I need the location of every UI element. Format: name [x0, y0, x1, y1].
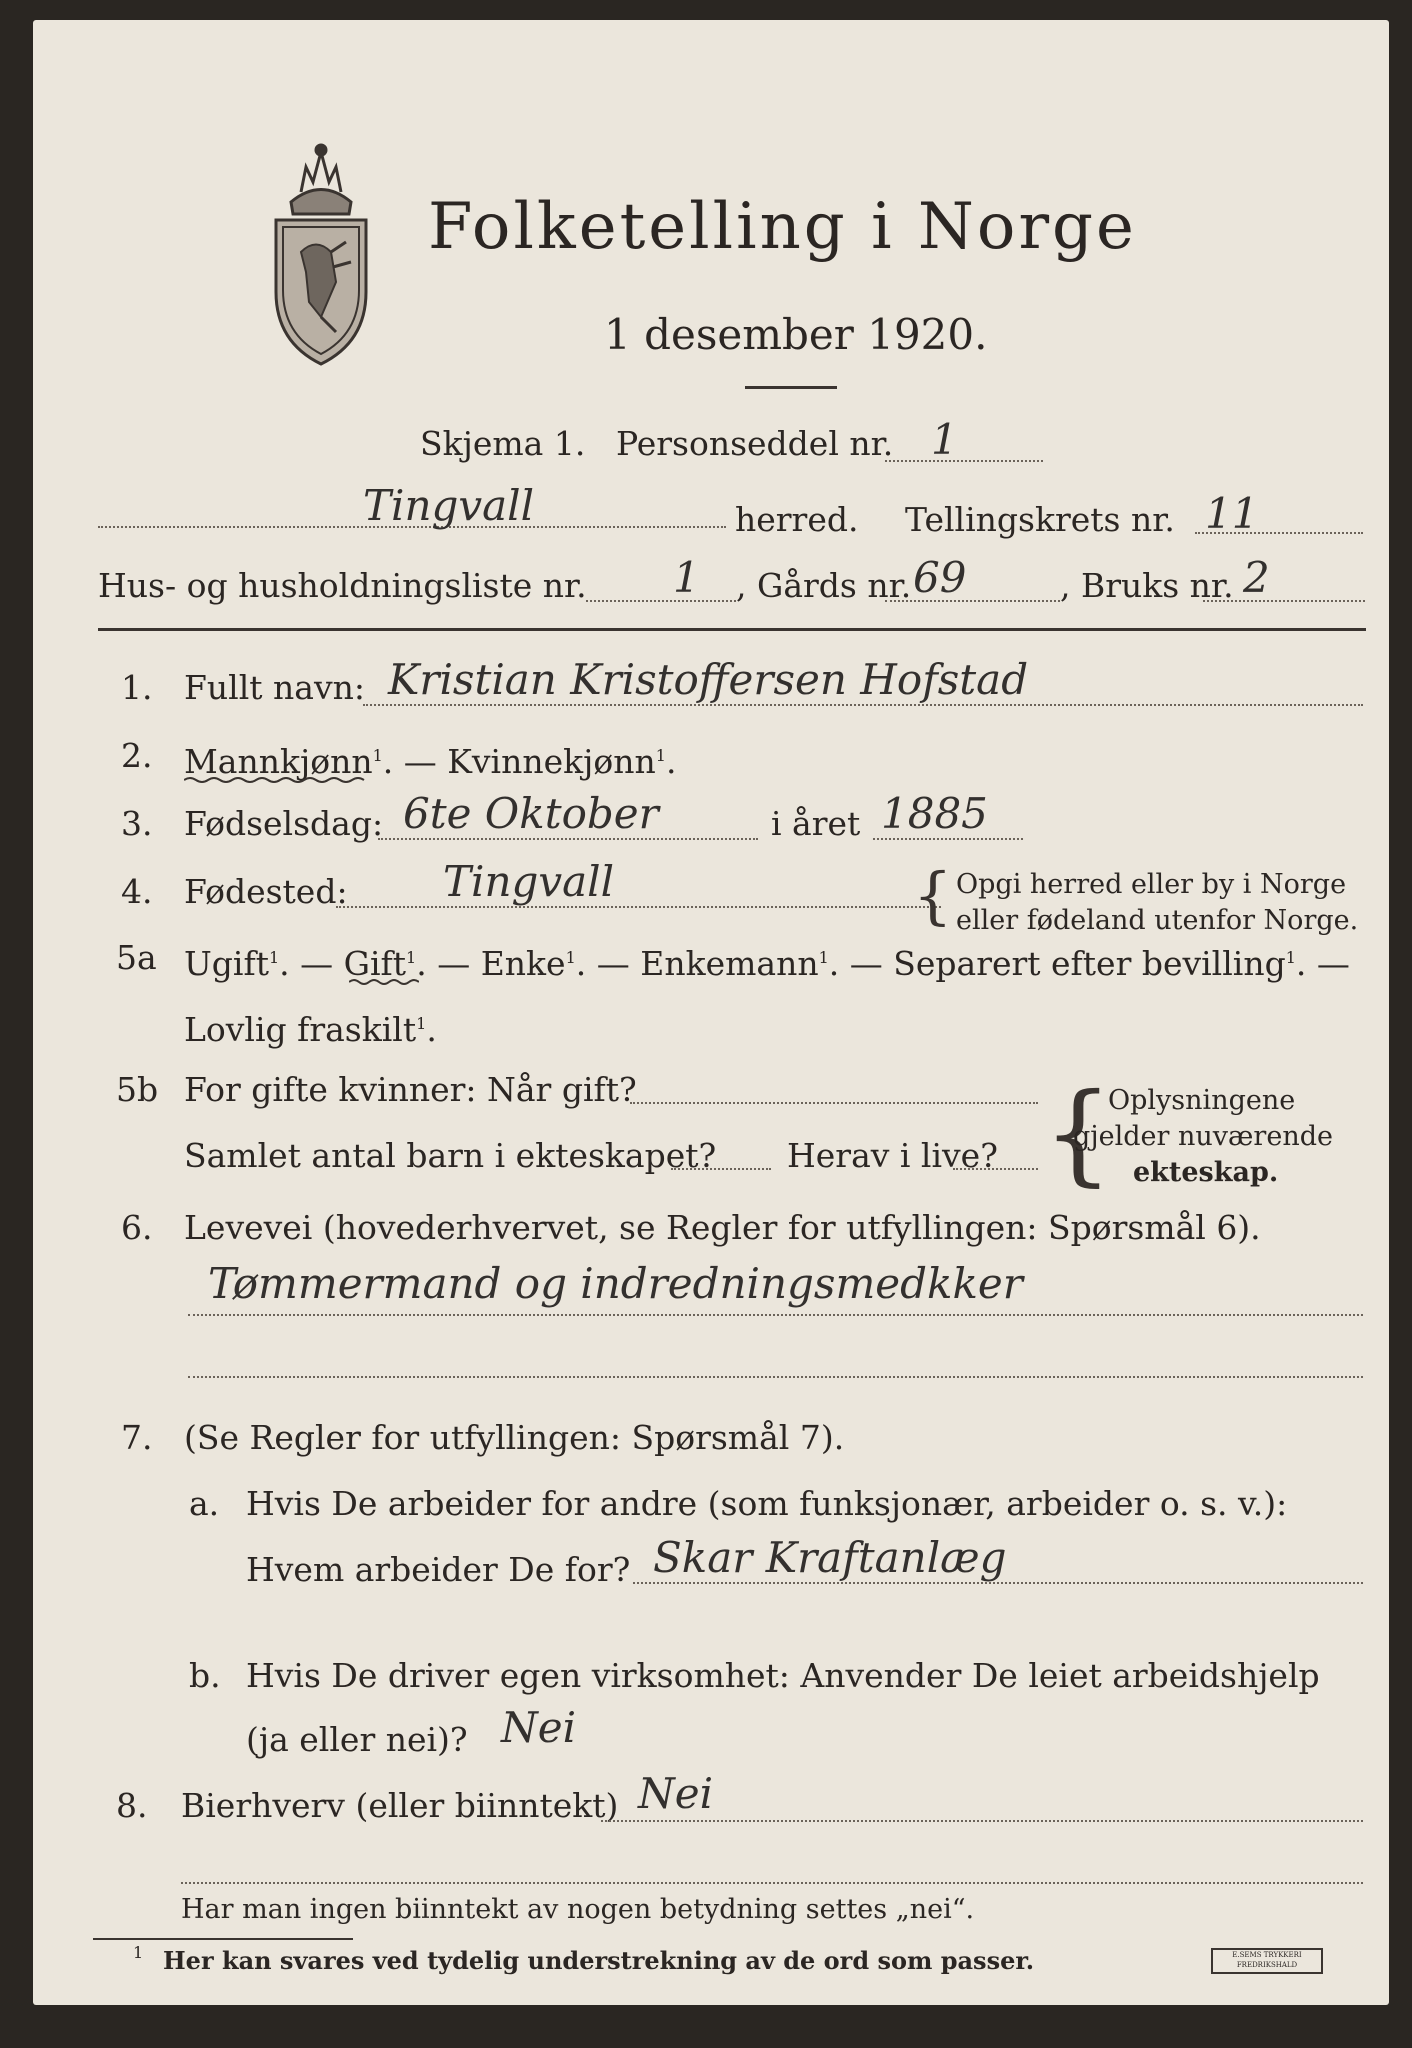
personseddel-value: 1	[931, 415, 958, 464]
husholdning-label: Hus- og husholdningsliste nr.	[98, 566, 587, 605]
q5b-married-line	[630, 1102, 1038, 1104]
bruks-line	[1203, 600, 1365, 602]
q4-line	[336, 906, 941, 908]
q1-number: 1.	[121, 668, 153, 707]
q3-date-line	[378, 838, 758, 840]
q2-male-option: Mannkjønn	[184, 742, 373, 781]
q5b-brace: {	[1043, 1069, 1113, 1197]
q5b-note-1: Oplysningene	[1108, 1085, 1296, 1116]
gards-line	[885, 600, 1060, 602]
q7b-label-1: Hvis De driver egen virksomhet: Anvender De leiet arbeidshjelp	[246, 1656, 1320, 1695]
personseddel-line	[885, 460, 1043, 462]
printer-stamp: E.SEMS TRYKKERI FREDRIKSHALD	[1211, 1948, 1323, 1974]
q7a-value: Skar Kraftanlæg	[653, 1533, 1007, 1582]
q6-number: 6.	[121, 1208, 153, 1247]
q2-options: Mannkjønn$^1$. — Kvinnekjønn$^1$.	[184, 742, 677, 781]
q3-number: 3.	[121, 804, 153, 843]
q3-year-value: 1885	[881, 789, 988, 838]
q5b-children-line	[671, 1168, 771, 1170]
q4-label: Fødested:	[184, 872, 348, 911]
q7a-letter: a.	[189, 1484, 220, 1523]
personseddel-label: Personseddel nr.	[616, 424, 894, 463]
q2-underline-mark	[184, 776, 366, 784]
q6-line-2	[188, 1376, 1363, 1378]
q4-number: 4.	[121, 872, 153, 911]
q5b-label-2: Samlet antal barn i ekteskapet?	[184, 1136, 717, 1175]
q5a-number: 5a	[116, 938, 157, 977]
q5a-fraskilt: Lovlig fraskilt$^1$.	[184, 1010, 437, 1049]
herred-label: herred.	[735, 500, 859, 539]
gards-label: , Gårds nr.	[736, 566, 912, 605]
q3-year-line	[873, 838, 1023, 840]
footnote-text: Her kan svares ved tydelig understrekning av de ord som passer.	[163, 1946, 1035, 1975]
q4-note-1: Opgi herred eller by i Norge	[956, 869, 1347, 900]
bruks-label: , Bruks nr.	[1060, 566, 1234, 605]
q8-line-2	[181, 1882, 1363, 1884]
q8-line-1	[601, 1820, 1363, 1822]
census-form-sheet	[33, 20, 1389, 2005]
schema-label: Skjema 1.	[420, 424, 586, 463]
q5b-number: 5b	[116, 1070, 159, 1109]
q4-note-2: eller fødeland utenfor Norge.	[956, 905, 1359, 936]
q7b-value: Nei	[501, 1703, 577, 1752]
q7a-label-2: Hvem arbeider De for?	[246, 1550, 631, 1589]
herred-value: Tingvall	[363, 481, 535, 530]
q7b-label-2: (ja eller nei)?	[246, 1720, 468, 1759]
q7a-line	[633, 1582, 1363, 1584]
q5b-note-3: ekteskap.	[1133, 1157, 1279, 1188]
q5b-label-1: For gifte kvinner: Når gift?	[184, 1070, 637, 1109]
husholdning-line	[586, 600, 736, 602]
tellingskrets-value: 11	[1205, 489, 1259, 538]
q4-brace: {	[913, 859, 953, 932]
q8-value: Nei	[638, 1769, 714, 1818]
tellingskrets-label: Tellingskrets nr.	[905, 500, 1175, 539]
q5a-gift-option: Gift	[343, 944, 407, 983]
q2-number: 2.	[121, 736, 153, 775]
q3-year-label: i året	[771, 804, 861, 843]
q7-label: (Se Regler for utfyllingen: Spørsmål 7).	[184, 1418, 845, 1457]
husholdning-value: 1	[673, 553, 700, 602]
nei-note: Har man ingen biinntekt av nogen betydning settes „nei“.	[181, 1894, 975, 1925]
q3-label: Fødselsdag:	[184, 804, 384, 843]
q4-value: Tingvall	[443, 857, 615, 906]
title-divider	[745, 386, 837, 389]
q1-label: Fullt navn:	[184, 668, 365, 707]
q1-line	[363, 704, 1363, 706]
q8-number: 8.	[116, 1786, 148, 1825]
q7-number: 7.	[121, 1418, 153, 1457]
page-title: Folketelling i Norge	[428, 190, 1137, 264]
gards-value: 69	[913, 553, 967, 602]
q3-value: 6te Oktober	[403, 789, 659, 838]
q7b-letter: b.	[189, 1656, 221, 1695]
footnote-mark: 1	[133, 1943, 144, 1962]
header-rule	[98, 628, 1366, 631]
bruks-value: 2	[1243, 553, 1270, 602]
q6-line-1	[188, 1314, 1363, 1316]
q6-value: Tømmermand og indredningsmedkker	[208, 1259, 1023, 1308]
norwegian-coat-of-arms-icon	[261, 142, 381, 367]
census-date: 1 desember 1920.	[604, 310, 988, 359]
q5a-underline-mark	[349, 978, 419, 986]
q1-value: Kristian Kristoffersen Hofstad	[388, 655, 1029, 704]
q2-female-option: Kvinnekjønn	[447, 742, 656, 781]
q5b-label-3: Herav i live?	[787, 1136, 998, 1175]
q8-label: Bierhverv (eller biinntekt)	[181, 1786, 619, 1825]
q5a-options: Ugift$^1$. — Gift$^1$. — Enke$^1$. — Enkemann$^1$. — Separert efter bevilling$^1$. —	[184, 944, 1350, 983]
footnote-rule	[93, 1938, 353, 1940]
q5b-note-2: gjelder nuværende	[1073, 1121, 1333, 1152]
q7a-label-1: Hvis De arbeider for andre (som funksjonær, arbeider o. s. v.):	[246, 1484, 1288, 1523]
q6-label: Levevei (hovederhvervet, se Regler for utfyllingen: Spørsmål 6).	[184, 1208, 1261, 1247]
q5b-alive-line	[953, 1168, 1038, 1170]
